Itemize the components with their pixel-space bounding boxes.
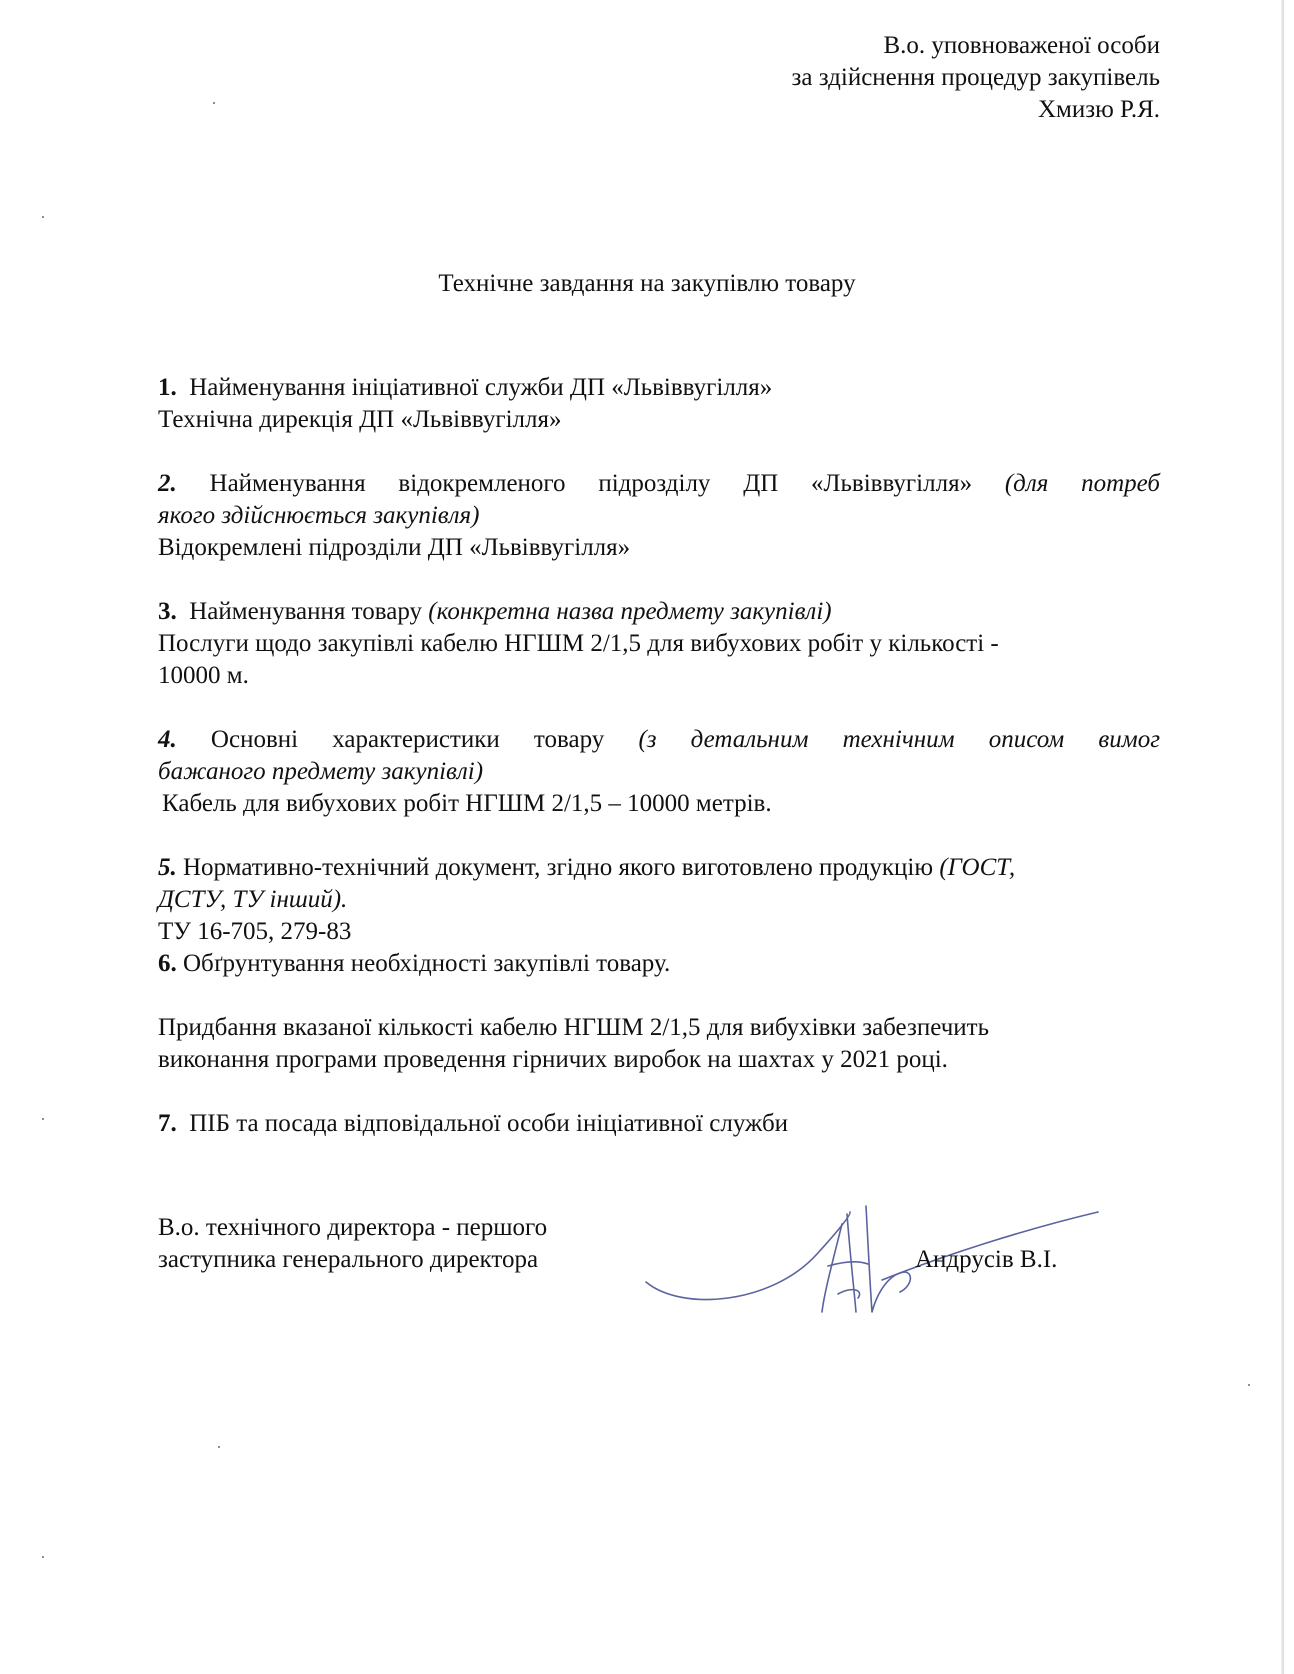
section-5-number: 5.: [158, 854, 177, 881]
scan-speck: [213, 102, 215, 104]
section-7-number: 7.: [158, 1110, 177, 1137]
scan-speck: [1248, 1384, 1250, 1386]
addressee-block: [792, 30, 1160, 126]
section-2-number: 2.: [158, 470, 177, 497]
section-1-heading: [158, 372, 1160, 404]
section-5-note: (ГОСТ,: [939, 854, 1016, 881]
signatory-position-line-1: В.о. технічного директора - першого: [158, 1214, 548, 1241]
scan-page-edge: [1281, 0, 1284, 1674]
section-6-number: 6.: [158, 950, 177, 977]
section-5-note-continued: ДСТУ, ТУ інший).: [158, 886, 348, 913]
section-5-title: Нормативно-технічний документ, згідно якого виготовлено продукцію: [183, 854, 934, 881]
section-1-answer: Технічна дирекція ДП «Львіввугілля»: [158, 406, 562, 433]
section-4-note-continued: бажаного предмету закупівлі): [158, 758, 484, 785]
addressee-line-1: В.о. уповноваженої особи: [883, 32, 1160, 59]
section-4-number: 4.: [158, 726, 177, 753]
section-3-heading: [158, 596, 1160, 628]
section-7-heading: [158, 1108, 1160, 1140]
section-3-number: 3.: [158, 598, 177, 625]
section-4-title: Основні характеристики товару: [210, 726, 605, 753]
signatory-position: [158, 1212, 547, 1276]
section-2-title: Найменування відокремленого підрозділу ДП «Львіввугілля»: [209, 470, 973, 497]
document-body: [158, 372, 1160, 1140]
section-4-heading: [158, 724, 1160, 756]
section-7-title: ПІБ та посада відповідальної особи ініціативної служби: [189, 1110, 789, 1137]
section-4-answer: Кабель для вибухових робіт НГШМ 2/1,5 – 10000 метрів.: [162, 790, 772, 817]
scan-speck: [42, 1556, 44, 1558]
section-6-title: Обґрунтування необхідності закупівлі товару.: [183, 950, 671, 977]
section-6-heading: [158, 948, 1160, 980]
signatory-name: Андрусів В.І.: [915, 1246, 1058, 1273]
section-5-answer: ТУ 16-705, 279-83: [158, 918, 352, 945]
section-3-title: Найменування товару: [189, 598, 422, 625]
scan-speck: [42, 1118, 44, 1120]
section-2-note-continued: якого здійснюється закупівля): [158, 502, 480, 529]
section-1-title: Найменування ініціативної служби ДП «Львіввугілля»: [189, 374, 773, 401]
section-2-heading: [158, 468, 1160, 500]
section-2-answer: Відокремлені підрозділи ДП «Львіввугілля»: [158, 534, 631, 561]
section-3-note: (конкретна назва предмету закупівлі): [428, 598, 832, 625]
section-1-number: 1.: [158, 374, 177, 401]
signature-block: [158, 1212, 1160, 1322]
scan-speck: [42, 216, 44, 218]
addressee-line-2: за здійснення процедур закупівель: [791, 64, 1160, 91]
scan-speck: [218, 1446, 220, 1448]
section-3-answer-line-2: 10000 м.: [158, 662, 249, 689]
section-6-answer-line-1: Придбання вказаної кількості кабелю НГШМ 2/1,5 для вибухівки забезпечить: [158, 1014, 989, 1041]
section-5-heading: [158, 852, 1160, 884]
section-6-answer-line-2: виконання програми проведення гірничих виробок на шахтах у 2021 році.: [158, 1046, 948, 1073]
document-title: Технічне завдання на закупівлю товару: [438, 270, 856, 297]
section-3-answer-line-1: Послуги щодо закупівлі кабелю НГШМ 2/1,5 для вибухових робіт у кількості -: [158, 630, 999, 657]
addressee-line-3: Хмизю Р.Я.: [1037, 96, 1160, 123]
section-2-note: (для потреб: [1004, 470, 1160, 497]
signatory-position-line-2: заступника генерального директора: [158, 1246, 539, 1273]
section-4-note: (з детальним технічним описом вимог: [638, 726, 1160, 753]
